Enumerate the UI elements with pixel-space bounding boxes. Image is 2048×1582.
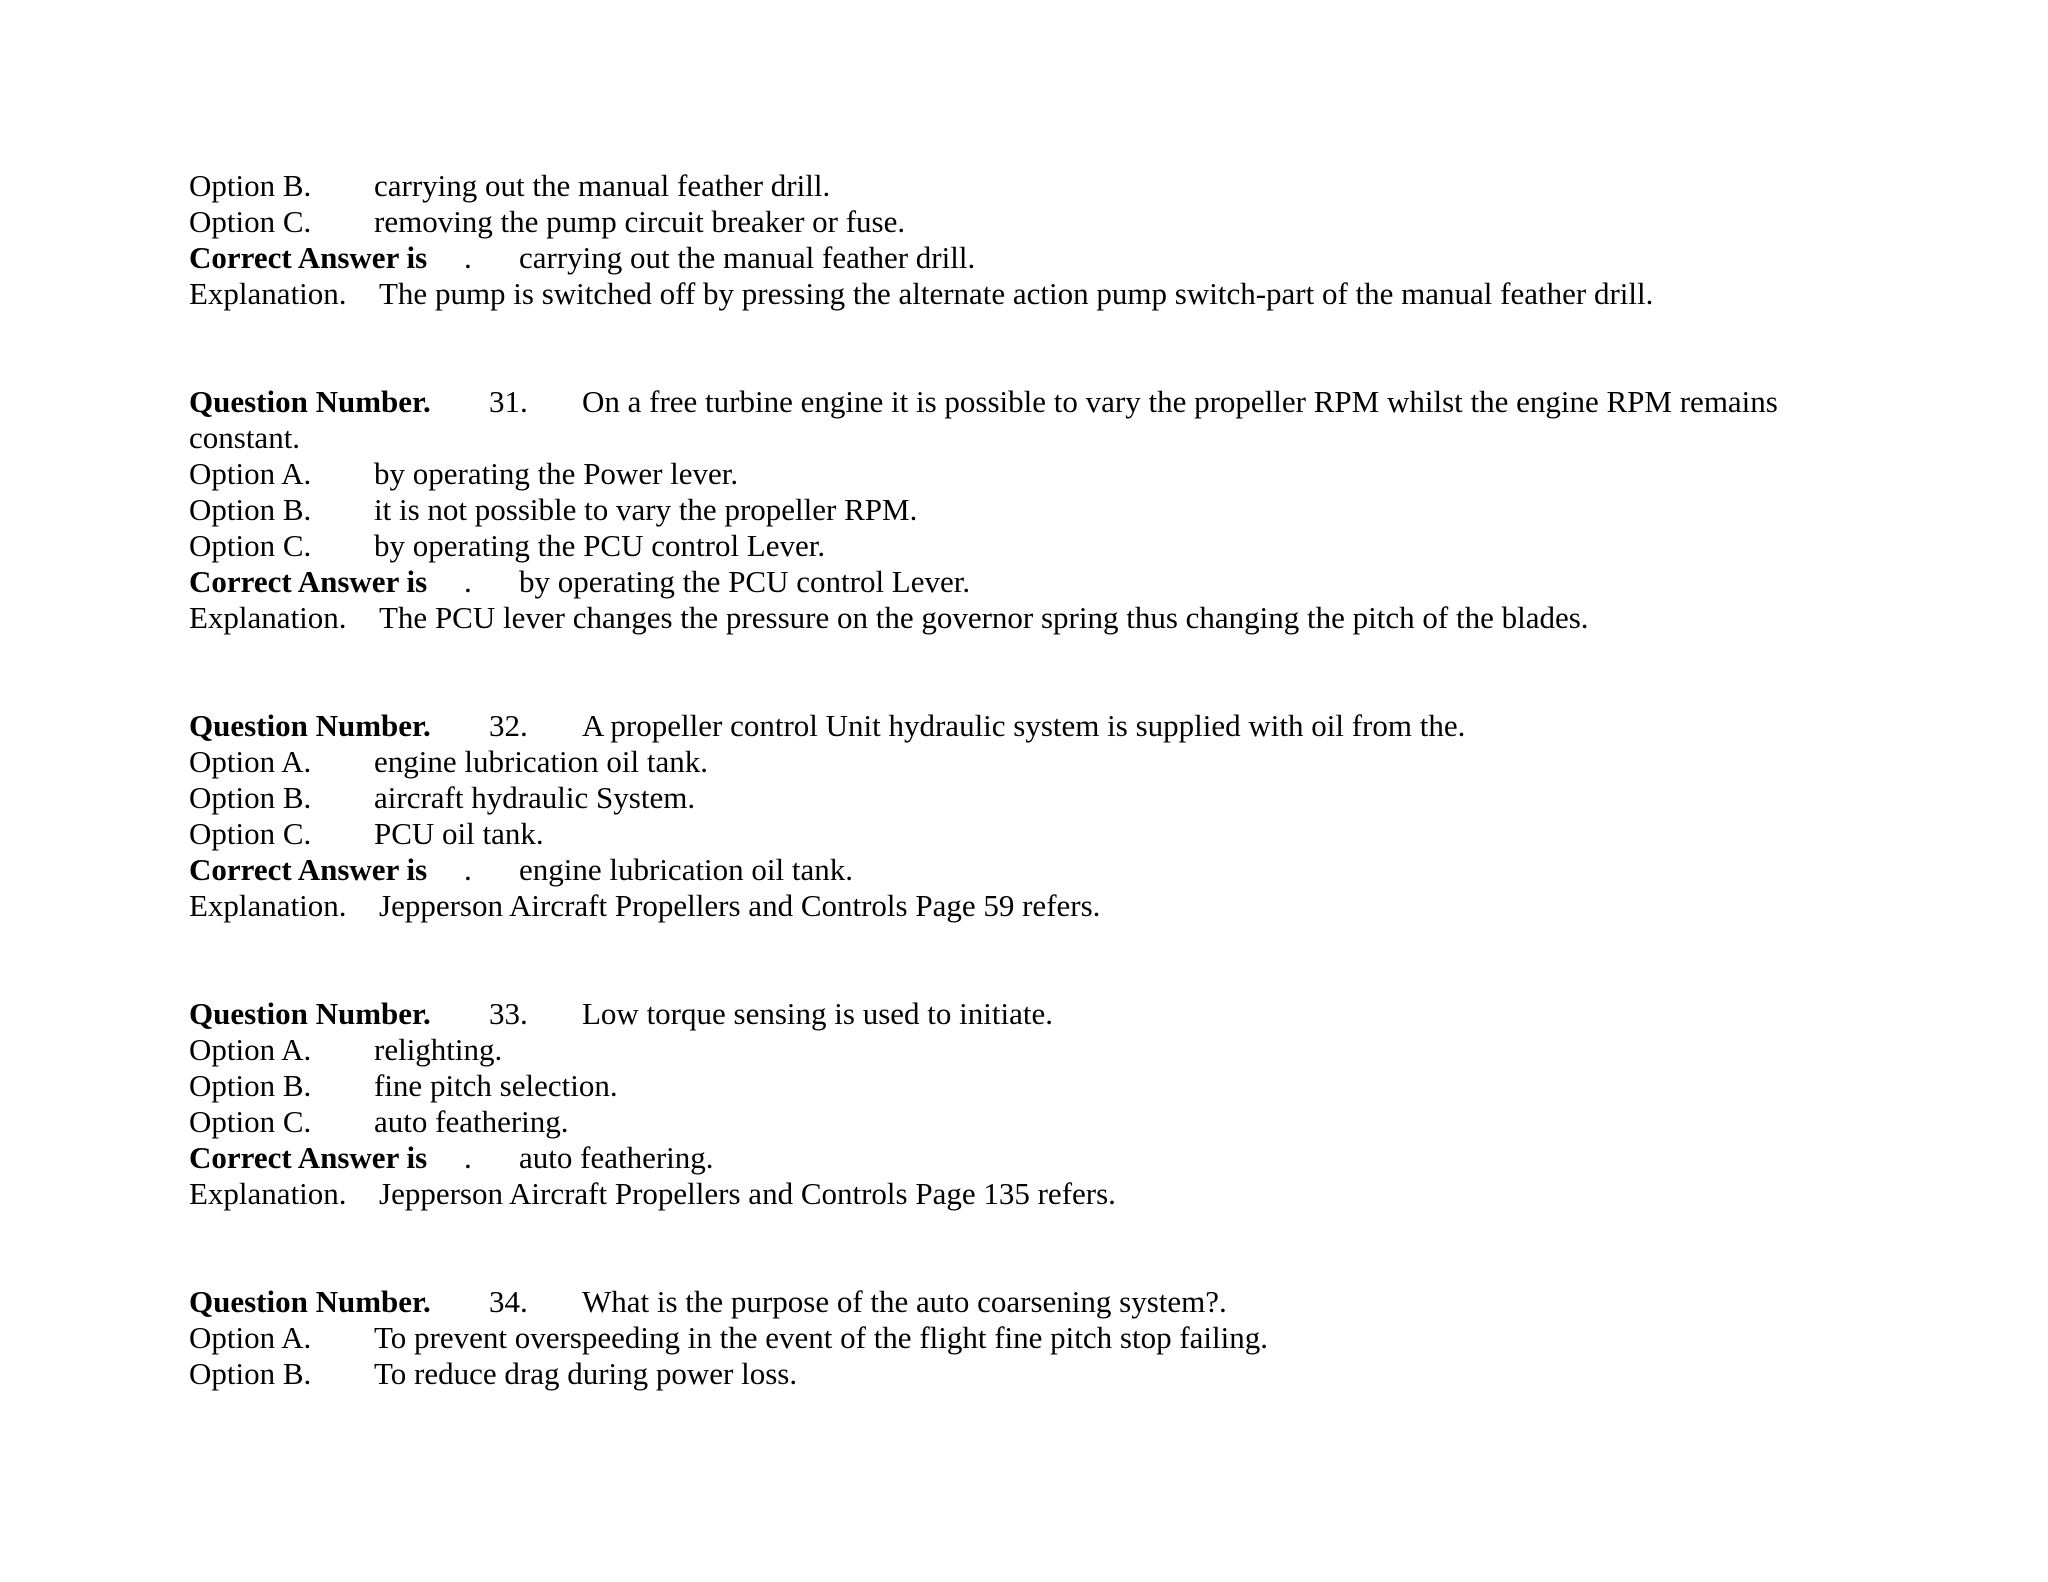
option-text: by operating the PCU control Lever. (374, 528, 826, 563)
option-row (189, 816, 2029, 852)
option-row (189, 780, 2029, 816)
option-label: Option C. (189, 816, 312, 851)
option-label: Option A. (189, 1032, 312, 1067)
option-row (189, 1104, 2029, 1140)
correct-answer-text: by operating the PCU control Lever. (519, 564, 971, 599)
option-text: PCU oil tank. (374, 816, 544, 851)
correct-answer-text: auto feathering. (519, 1140, 714, 1175)
explanation-label: Explanation. (189, 888, 347, 923)
option-label: Option A. (189, 456, 312, 491)
option-row (189, 1032, 2029, 1068)
explanation-text: Jepperson Aircraft Propellers and Controls Page 59 refers. (379, 888, 1101, 923)
question-block-33 (189, 996, 2029, 1212)
question-block-34 (189, 1284, 2029, 1392)
correct-answer-row (189, 852, 2029, 888)
spacer (189, 1212, 2029, 1284)
option-text: To prevent overspeeding in the event of the flight fine pitch stop failing. (374, 1320, 1269, 1355)
spacer (189, 312, 2029, 384)
option-row (189, 204, 2029, 240)
question-row (189, 708, 2029, 744)
option-row (189, 1356, 2029, 1392)
option-row (189, 492, 2029, 528)
question-number-label: Question Number. (189, 384, 431, 419)
question-row (189, 384, 2029, 420)
option-text: aircraft hydraulic System. (374, 780, 696, 815)
question-text-continued: constant. (189, 420, 301, 455)
correct-answer-dot: . (464, 240, 472, 275)
option-label: Option B. (189, 1356, 312, 1391)
explanation-row (189, 276, 2029, 312)
correct-answer-dot: . (464, 564, 472, 599)
option-label: Option A. (189, 744, 312, 779)
correct-answer-text: engine lubrication oil tank. (519, 852, 854, 887)
option-label: Option C. (189, 204, 312, 239)
correct-answer-text: carrying out the manual feather drill. (519, 240, 976, 275)
option-text: auto feathering. (374, 1104, 569, 1139)
question-text: On a free turbine engine it is possible to vary the propeller RPM whilst the engine RPM remains (582, 384, 1778, 419)
explanation-text: The pump is switched off by pressing the alternate action pump switch-part of the manual feather drill. (379, 276, 1654, 311)
question-text: Low torque sensing is used to initiate. (582, 996, 1053, 1031)
explanation-row (189, 888, 2029, 924)
option-row (189, 528, 2029, 564)
correct-answer-label: Correct Answer is (189, 852, 428, 887)
option-text: engine lubrication oil tank. (374, 744, 709, 779)
option-label: Option B. (189, 780, 312, 815)
question-number: 32. (489, 708, 528, 743)
correct-answer-row (189, 564, 2029, 600)
option-row (189, 1068, 2029, 1104)
spacer (189, 636, 2029, 708)
question-text: What is the purpose of the auto coarsening system?. (582, 1284, 1227, 1319)
option-row (189, 744, 2029, 780)
correct-answer-dot: . (464, 1140, 472, 1175)
question-number: 34. (489, 1284, 528, 1319)
spacer (189, 924, 2029, 996)
explanation-label: Explanation. (189, 600, 347, 635)
question-number: 31. (489, 384, 528, 419)
question-number: 33. (489, 996, 528, 1031)
question-text: A propeller control Unit hydraulic system is supplied with oil from the. (582, 708, 1466, 743)
question-block-32 (189, 708, 2029, 924)
explanation-row (189, 600, 2029, 636)
correct-answer-row (189, 1140, 2029, 1176)
explanation-text: Jepperson Aircraft Propellers and Controls Page 135 refers. (379, 1176, 1116, 1211)
option-row (189, 168, 2029, 204)
explanation-row (189, 1176, 2029, 1212)
option-label: Option C. (189, 528, 312, 563)
question-number-label: Question Number. (189, 708, 431, 743)
correct-answer-label: Correct Answer is (189, 240, 428, 275)
correct-answer-label: Correct Answer is (189, 1140, 428, 1175)
option-text: removing the pump circuit breaker or fuse. (374, 204, 906, 239)
option-text: it is not possible to vary the propeller RPM. (374, 492, 918, 527)
explanation-label: Explanation. (189, 276, 347, 311)
option-label: Option B. (189, 492, 312, 527)
question-number-label: Question Number. (189, 1284, 431, 1319)
option-row (189, 1320, 2029, 1356)
correct-answer-row (189, 240, 2029, 276)
option-label: Option C. (189, 1104, 312, 1139)
option-label: Option B. (189, 168, 312, 203)
question-row (189, 1284, 2029, 1320)
option-text: relighting. (374, 1032, 503, 1067)
question-block-prev (189, 168, 2029, 312)
option-text: To reduce drag during power loss. (374, 1356, 798, 1391)
option-label: Option B. (189, 1068, 312, 1103)
question-block-31 (189, 384, 2029, 636)
explanation-label: Explanation. (189, 1176, 347, 1211)
correct-answer-label: Correct Answer is (189, 564, 428, 599)
option-text: carrying out the manual feather drill. (374, 168, 831, 203)
option-label: Option A. (189, 1320, 312, 1355)
question-continuation (189, 420, 2029, 456)
question-number-label: Question Number. (189, 996, 431, 1031)
correct-answer-dot: . (464, 852, 472, 887)
option-row (189, 456, 2029, 492)
option-text: by operating the Power lever. (374, 456, 739, 491)
document-page (189, 168, 2029, 1392)
option-text: fine pitch selection. (374, 1068, 618, 1103)
question-row (189, 996, 2029, 1032)
explanation-text: The PCU lever changes the pressure on the governor spring thus changing the pitch of the blades. (379, 600, 1589, 635)
